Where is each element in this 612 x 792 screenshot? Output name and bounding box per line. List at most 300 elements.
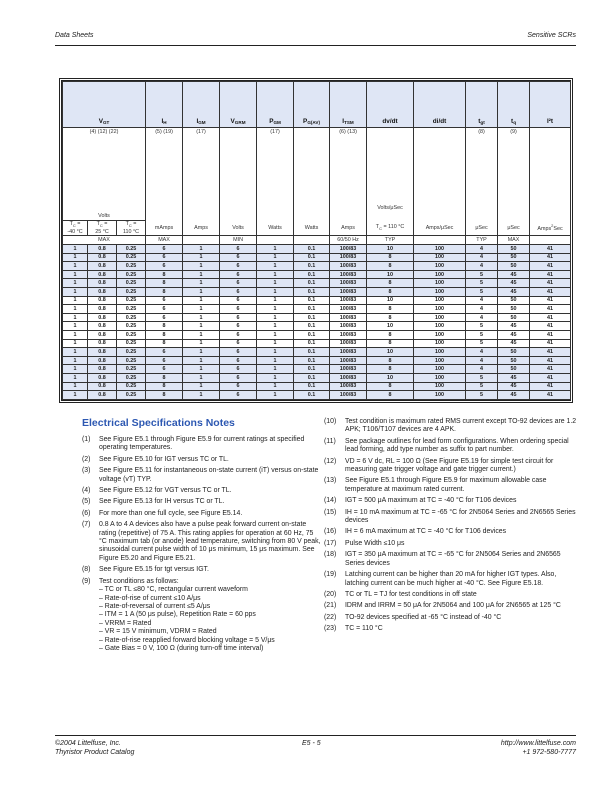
table-cell: 100/83 xyxy=(330,365,367,374)
table-cell: 4 xyxy=(466,365,498,374)
table-cell: 50 xyxy=(498,356,530,365)
table-cell: 6 xyxy=(146,313,183,322)
note-ref-vgt: (4) (12) (22) xyxy=(63,128,146,213)
table-cell: 1 xyxy=(257,270,294,279)
table-cell: 0.25 xyxy=(117,296,146,305)
table-cell: 1 xyxy=(257,391,294,400)
table-cell: 4 xyxy=(466,245,498,254)
table-cell: 1 xyxy=(257,279,294,288)
table-cell: 0.8 xyxy=(88,296,117,305)
table-cell: 1 xyxy=(257,288,294,297)
limit-igm xyxy=(183,236,220,245)
table-cell: 41 xyxy=(530,373,571,382)
note-item xyxy=(82,521,322,563)
note-item xyxy=(324,551,577,568)
note-text: See Figure E5.10 for IGT versus TC or TL. xyxy=(99,455,229,463)
col-itsm: $I_{TSM}$ xyxy=(330,82,367,128)
table-cell: 0.25 xyxy=(117,322,146,331)
note-ref-row xyxy=(63,128,571,213)
table-cell: 0.1 xyxy=(294,262,330,271)
table-cell: 100 xyxy=(414,245,466,254)
note-subitem: – Rate-of-reversal of current ≤5 A/μs xyxy=(99,602,211,610)
note-text: IH = 6 mA maximum at TC = -40 °C for T106 devices xyxy=(345,528,507,536)
table-row xyxy=(63,339,571,348)
table-cell: 0.25 xyxy=(117,313,146,322)
table-cell: 10 xyxy=(367,322,414,331)
unit-igm: Amps xyxy=(183,221,220,236)
table-cell: 1 xyxy=(183,253,220,262)
note-text: Latching current can be higher than 20 mA for higher IGT types. Also, latching current can be much higher at -40 °C. See Figure E5.18. xyxy=(345,571,557,587)
table-cell: 1 xyxy=(63,391,88,400)
table-cell: 1 xyxy=(183,331,220,340)
table-cell: 6 xyxy=(220,356,257,365)
table-cell: 0.8 xyxy=(88,288,117,297)
table-cell: 6 xyxy=(220,245,257,254)
footer-url[interactable]: http://www.littelfuse.com xyxy=(500,740,576,747)
note-item xyxy=(324,418,577,435)
table-cell: 1 xyxy=(63,279,88,288)
table-cell: 0.25 xyxy=(117,253,146,262)
table-cell: 0.25 xyxy=(117,365,146,374)
table-cell: 1 xyxy=(63,253,88,262)
note-ref-ih: (5) (19) xyxy=(146,128,183,221)
note-item xyxy=(324,571,577,588)
table-row xyxy=(63,262,571,271)
table-cell: 100 xyxy=(414,348,466,357)
table-cell: 1 xyxy=(63,331,88,340)
table-cell: 41 xyxy=(530,253,571,262)
note-ref-vgrm xyxy=(220,128,257,221)
table-cell: 0.1 xyxy=(294,356,330,365)
table-cell: 5 xyxy=(466,339,498,348)
table-cell: 8 xyxy=(146,322,183,331)
table-cell: 41 xyxy=(530,305,571,314)
table-cell: 0.25 xyxy=(117,391,146,400)
table-cell: 6 xyxy=(220,253,257,262)
table-cell: 1 xyxy=(257,322,294,331)
note-subitem: – Rate-of-rise reapplied forward blocking voltage = 5 V/μs xyxy=(99,636,275,644)
table-cell: 8 xyxy=(367,305,414,314)
table-cell: 45 xyxy=(498,382,530,391)
table-cell: 8 xyxy=(367,262,414,271)
table-cell: 41 xyxy=(530,382,571,391)
table-cell: 41 xyxy=(530,348,571,357)
table-cell: 1 xyxy=(63,296,88,305)
table-cell: 1 xyxy=(183,382,220,391)
note-text: Pulse Width ≤10 μs xyxy=(345,539,405,547)
table-row xyxy=(63,305,571,314)
header-topic-label: Sensitive SCRs xyxy=(527,32,576,39)
table-cell: 41 xyxy=(530,279,571,288)
table-cell: 41 xyxy=(530,391,571,400)
table-cell: 100 xyxy=(414,253,466,262)
table-cell: 8 xyxy=(367,313,414,322)
table-cell: 4 xyxy=(466,313,498,322)
note-item xyxy=(82,456,322,464)
note-ref-pgav xyxy=(294,128,330,221)
col-ih: $I_H$ xyxy=(146,82,183,128)
table-cell: 1 xyxy=(63,305,88,314)
table-cell: 1 xyxy=(63,373,88,382)
table-cell: 5 xyxy=(466,322,498,331)
col-igm: $I_{GM}$ xyxy=(183,82,220,128)
table-cell: 10 xyxy=(367,245,414,254)
vgt-cond-minus40: $T_C$ = -40 °C xyxy=(63,221,88,236)
table-cell: 4 xyxy=(466,305,498,314)
table-cell: 41 xyxy=(530,313,571,322)
limit-ih: MAX xyxy=(146,236,183,245)
table-cell: 0.25 xyxy=(117,262,146,271)
table-cell: 5 xyxy=(466,279,498,288)
table-cell: 1 xyxy=(63,245,88,254)
table-row xyxy=(63,382,571,391)
table-row xyxy=(63,279,571,288)
table-cell: 0.8 xyxy=(88,322,117,331)
table-cell: 100 xyxy=(414,331,466,340)
dvdt-cond: $T_C = 110$ °C xyxy=(367,221,414,236)
table-cell: 6 xyxy=(220,322,257,331)
table-cell: 100 xyxy=(414,313,466,322)
notes-left-column xyxy=(82,436,322,656)
table-cell: 41 xyxy=(530,365,571,374)
note-number: (6) xyxy=(82,509,91,517)
note-text: Test conditions as follows: xyxy=(99,577,179,585)
table-cell: 0.8 xyxy=(88,348,117,357)
table-cell: 1 xyxy=(63,262,88,271)
col-pgm: $P_{GM}$ xyxy=(257,82,294,128)
table-cell: 100 xyxy=(414,279,466,288)
table-cell: 1 xyxy=(257,245,294,254)
note-text: See Figure E5.11 for instantaneous on-state current (iT) versus on-state voltage (vT) TYP. xyxy=(99,467,319,483)
note-text: 0.8 A to 4 A devices also have a pulse peak forward current on-state rating (repetitive) of 75 A. This rating applies for operation at 60 Hz, 75 °C maximum tab (or anode) lead temperature, switching from 80 V peak, sinusoidal current pulse width of 10 μs minimum, 15 μs maximum. See Figure E5.20 and Figure E5.21. xyxy=(99,521,321,562)
table-cell: 1 xyxy=(63,288,88,297)
table-cell: 0.25 xyxy=(117,270,146,279)
vgt-cond-110: $T_C$ = 110 °C xyxy=(117,221,146,236)
col-vgt: $V_{GT}$ xyxy=(63,82,146,128)
table-cell: 0.8 xyxy=(88,245,117,254)
table-cell: 1 xyxy=(63,348,88,357)
col-dvdt: dv/dt xyxy=(367,82,414,128)
note-number: (19) xyxy=(324,571,337,579)
note-number: (2) xyxy=(82,455,91,463)
table-cell: 10 xyxy=(367,348,414,357)
table-cell: 0.8 xyxy=(88,270,117,279)
note-item xyxy=(82,566,322,574)
table-cell: 100 xyxy=(414,356,466,365)
table-cell: 100/83 xyxy=(330,270,367,279)
table-cell: 45 xyxy=(498,331,530,340)
note-number: (5) xyxy=(82,498,91,506)
specifications-table xyxy=(59,78,573,403)
table-cell: 6 xyxy=(220,365,257,374)
table-cell: 10 xyxy=(367,270,414,279)
table-cell: 1 xyxy=(257,331,294,340)
footer-page-number: E5 - 5 xyxy=(302,740,321,747)
table-cell: 100/83 xyxy=(330,262,367,271)
table-cell: 0.25 xyxy=(117,382,146,391)
table-cell: 45 xyxy=(498,322,530,331)
table-cell: 8 xyxy=(146,270,183,279)
table-cell: 8 xyxy=(367,365,414,374)
table-cell: 4 xyxy=(466,348,498,357)
table-cell: 1 xyxy=(257,382,294,391)
table-cell: 100 xyxy=(414,296,466,305)
table-row xyxy=(63,348,571,357)
table-cell: 5 xyxy=(466,331,498,340)
table-cell: 1 xyxy=(257,373,294,382)
table-cell: 50 xyxy=(498,348,530,357)
col-didt: di/dt xyxy=(414,82,466,128)
table-cell: 50 xyxy=(498,305,530,314)
note-number: (4) xyxy=(82,487,91,495)
table-cell: 6 xyxy=(220,262,257,271)
table-cell: 100/83 xyxy=(330,245,367,254)
note-text: TO-92 devices specified at -65 °C instead of -40 °C xyxy=(345,613,502,621)
note-number: (20) xyxy=(324,590,337,598)
note-ref-pgm: (17) xyxy=(257,128,294,221)
table-cell: 45 xyxy=(498,270,530,279)
note-number: (9) xyxy=(82,577,91,585)
table-cell: 0.1 xyxy=(294,391,330,400)
table-cell: 0.8 xyxy=(88,279,117,288)
note-item xyxy=(324,625,577,633)
note-number: (21) xyxy=(324,602,337,610)
table-cell: 6 xyxy=(220,279,257,288)
note-ref-igm: (17) xyxy=(183,128,220,221)
table-cell: 0.25 xyxy=(117,356,146,365)
table-cell: 0.8 xyxy=(88,373,117,382)
table-cell: 0.1 xyxy=(294,331,330,340)
table-cell: 1 xyxy=(183,365,220,374)
header-section-label: Data Sheets xyxy=(55,32,94,39)
table-cell: 100/83 xyxy=(330,348,367,357)
note-text: Test condition is maximum rated RMS current except TO-92 devices are 1.2 APK; T106/T107 devices are 4 APK. xyxy=(345,418,577,434)
table-cell: 1 xyxy=(183,356,220,365)
note-ref-tq: (9) xyxy=(498,128,530,221)
table-cell: 5 xyxy=(466,373,498,382)
table-cell: 1 xyxy=(183,279,220,288)
table-cell: 0.1 xyxy=(294,313,330,322)
table-cell: 0.8 xyxy=(88,339,117,348)
limit-vgrm: MIN xyxy=(220,236,257,245)
table-cell: 50 xyxy=(498,296,530,305)
limit-itsm: 60/50 Hz xyxy=(330,236,367,245)
note-subitem: – ITM = 1 A (50 μs pulse), Repetition Rate = 60 pps xyxy=(99,611,256,619)
table-row xyxy=(63,373,571,382)
note-number: (22) xyxy=(324,613,337,621)
table-cell: 4 xyxy=(466,296,498,305)
note-text: See Figure E5.15 for tgt versus IGT. xyxy=(99,566,209,574)
note-text: TC = 110 °C xyxy=(345,625,383,633)
table-cell: 1 xyxy=(257,348,294,357)
table-row xyxy=(63,253,571,262)
table-row xyxy=(63,296,571,305)
symbol-header-row xyxy=(63,82,571,128)
table-cell: 8 xyxy=(367,339,414,348)
table-row xyxy=(63,288,571,297)
note-number: (23) xyxy=(324,625,337,633)
note-text: See Figure E5.1 through Figure E5.9 for current ratings at specified operating temperatures. xyxy=(99,436,305,452)
note-item xyxy=(324,458,577,475)
table-cell: 0.8 xyxy=(88,305,117,314)
table-row xyxy=(63,245,571,254)
table-cell: 6 xyxy=(146,245,183,254)
table-cell: 50 xyxy=(498,365,530,374)
table-cell: 100/83 xyxy=(330,288,367,297)
table-cell: 8 xyxy=(367,288,414,297)
table-cell: 6 xyxy=(220,288,257,297)
table-cell: 6 xyxy=(220,270,257,279)
table-row xyxy=(63,313,571,322)
table-cell: 6 xyxy=(146,356,183,365)
table-cell: 0.8 xyxy=(88,356,117,365)
table-cell: 8 xyxy=(367,382,414,391)
table-cell: 8 xyxy=(367,279,414,288)
note-number: (18) xyxy=(324,551,337,559)
table-cell: 100 xyxy=(414,373,466,382)
table-row xyxy=(63,356,571,365)
dvdt-unit: Volts/μSec xyxy=(367,128,414,213)
notes-title: Electrical Specifications Notes xyxy=(82,417,235,429)
table-cell: 45 xyxy=(498,279,530,288)
table-cell: 1 xyxy=(63,382,88,391)
col-vgrm: $V_{GRM}$ xyxy=(220,82,257,128)
note-item xyxy=(324,591,577,599)
note-text: See package outlines for lead form configurations. When ordering special lead forming, add type number as suffix to part number. xyxy=(345,437,569,454)
note-subitem: – TC or TL ≤80 °C, rectangular current waveform xyxy=(99,586,248,594)
table-cell: 45 xyxy=(498,391,530,400)
unit-itsm: Amps xyxy=(330,221,367,236)
table-cell: 8 xyxy=(367,391,414,400)
note-item xyxy=(324,438,577,455)
note-text: For more than one full cycle, see Figure E5.14. xyxy=(99,509,243,517)
table-cell: 0.1 xyxy=(294,288,330,297)
table-cell: 100/83 xyxy=(330,305,367,314)
table-cell: 0.8 xyxy=(88,262,117,271)
table-cell: 1 xyxy=(257,339,294,348)
note-text: See Figure E5.12 for VGT versus TC or TL. xyxy=(99,487,232,495)
table-cell: 100/83 xyxy=(330,391,367,400)
table-cell: 6 xyxy=(146,253,183,262)
table-cell: 8 xyxy=(146,331,183,340)
table-cell: 6 xyxy=(220,296,257,305)
table-cell: 0.25 xyxy=(117,288,146,297)
table-cell: 8 xyxy=(146,373,183,382)
table-cell: 1 xyxy=(257,356,294,365)
note-ref-itsm: (6) (13) xyxy=(330,128,367,221)
note-item xyxy=(324,614,577,622)
note-text: See Figure E5.1 through Figure E5.9 for maximum allowable case temperature at maximum rated current. xyxy=(345,477,547,493)
table-body xyxy=(63,245,571,400)
table-cell: 100 xyxy=(414,391,466,400)
note-number: (11) xyxy=(324,437,336,445)
table-cell: 0.1 xyxy=(294,365,330,374)
table-cell: 1 xyxy=(183,245,220,254)
table-cell: 1 xyxy=(63,313,88,322)
table-cell: 5 xyxy=(466,382,498,391)
table-cell: 0.25 xyxy=(117,373,146,382)
table-cell: 1 xyxy=(63,270,88,279)
table-row xyxy=(63,322,571,331)
note-number: (14) xyxy=(324,497,337,505)
table-cell: 8 xyxy=(367,253,414,262)
note-text: IDRM and IRRM = 50 μA for 2N5064 and 100 μA for 2N6565 at 125 °C xyxy=(345,602,561,610)
note-subitem: – Gate Bias = 0 V, 100 Ω (during turn-off time interval) xyxy=(99,644,264,652)
table-cell: 1 xyxy=(183,373,220,382)
table-cell: 6 xyxy=(220,313,257,322)
table-cell: 100 xyxy=(414,322,466,331)
table-cell: 0.8 xyxy=(88,382,117,391)
note-text: See Figure E5.13 for IH versus TC or TL. xyxy=(99,498,225,506)
table-cell: 100/83 xyxy=(330,296,367,305)
table-cell: 8 xyxy=(146,391,183,400)
table-cell: 100/83 xyxy=(330,331,367,340)
limit-pgm xyxy=(257,236,294,245)
table-cell: 1 xyxy=(183,339,220,348)
note-text: VD = 6 V dc, RL = 100 Ω (See Figure E5.19 for simple test circuit for measuring gate trigger voltage and gate trigger current.) xyxy=(345,457,554,474)
table-cell: 6 xyxy=(146,348,183,357)
table-cell: 0.1 xyxy=(294,253,330,262)
note-item xyxy=(82,467,322,484)
table-cell: 8 xyxy=(367,356,414,365)
note-number: (12) xyxy=(324,457,337,465)
vgt-cond-25: $T_C$ = 25 °C xyxy=(88,221,117,236)
table-cell: 41 xyxy=(530,270,571,279)
table-cell: 100 xyxy=(414,339,466,348)
note-text: IGT = 350 μA maximum at TC = -65 °C for 2N5064 Series and 2N6565 Series devices xyxy=(345,551,561,567)
note-subitem: – VR = 15 V minimum, VDRM = Rated xyxy=(99,628,217,636)
unit-tq: μSec xyxy=(498,221,530,236)
table-row xyxy=(63,391,571,400)
limit-vgt: MAX xyxy=(63,236,146,245)
table-cell: 1 xyxy=(257,365,294,374)
table-row xyxy=(63,365,571,374)
table-cell: 6 xyxy=(146,262,183,271)
table-cell: 6 xyxy=(146,365,183,374)
note-ref-didt xyxy=(414,128,466,221)
table-cell: 41 xyxy=(530,331,571,340)
table-cell: 0.1 xyxy=(294,296,330,305)
table-cell: 100/83 xyxy=(330,339,367,348)
table-cell: 41 xyxy=(530,296,571,305)
table-cell: 0.25 xyxy=(117,348,146,357)
table-cell: 1 xyxy=(257,305,294,314)
note-item xyxy=(82,436,322,453)
unit-ih: mAmps xyxy=(146,221,183,236)
table-cell: 5 xyxy=(466,270,498,279)
footer-copyright: ©2004 Littelfuse, Inc. xyxy=(55,740,121,747)
footer-phone: +1 972-580-7777 xyxy=(522,749,576,756)
table-cell: 41 xyxy=(530,339,571,348)
note-text: IH = 10 mA maximum at TC = -65 °C for 2N5064 Series and 2N6565 Series devices xyxy=(345,508,576,525)
unit-vgrm: Volts xyxy=(220,221,257,236)
table-cell: 10 xyxy=(367,296,414,305)
table-cell: 6 xyxy=(220,305,257,314)
table-cell: 50 xyxy=(498,313,530,322)
units-row xyxy=(63,221,571,236)
footer-catalog: Thyristor Product Catalog xyxy=(55,749,135,756)
table-cell: 1 xyxy=(183,313,220,322)
note-number: (17) xyxy=(324,539,337,547)
note-number: (7) xyxy=(82,521,91,529)
table-cell: 4 xyxy=(466,253,498,262)
table-cell: 41 xyxy=(530,322,571,331)
limit-tgt: TYP xyxy=(466,236,498,245)
table-cell: 0.1 xyxy=(294,322,330,331)
table-cell: 1 xyxy=(63,322,88,331)
note-text: IGT = 500 μA maximum at TC = -40 °C for T106 devices xyxy=(345,497,517,505)
note-item xyxy=(82,578,322,654)
